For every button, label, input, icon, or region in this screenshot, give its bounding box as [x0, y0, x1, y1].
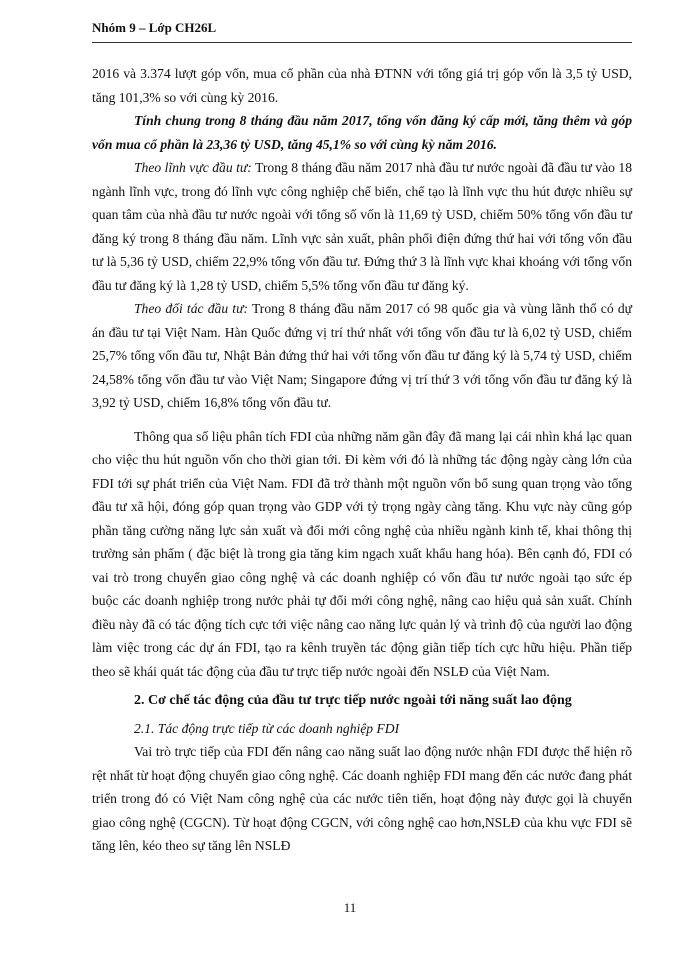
partner-lead: Theo đối tác đầu tư: [134, 301, 249, 316]
sector-lead: Theo lĩnh vực đầu tư: [134, 160, 252, 175]
section-heading: 2. Cơ chế tác động của đầu tư trực tiếp nước ngoài tới năng suất lao động [134, 693, 572, 708]
paragraph-analysis: Thông qua số liệu phân tích FDI của những năm gần đây đã mang lại cái nhìn khá lạc quan cho việc thu hút nguồn vốn cho thời gian tới. Đi kèm với đó là những tác động ngày càng lớn của FDI tới sự phát triển của Việt Nam. FDI đã trở thành một nguồn vốn bổ sung quan trọng vào tổng đầu tư xã hội, đóng góp quan trọng vào GDP với tỷ trọng ngày càng tăng. Khu vực này cũng góp phần tăng cường năng lực sản xuất và đổi mới công nghệ của nhiều ngành kinh tế, khai thông thị trường sản phẩm ( đặc biệt là trong gia tăng kim ngạch xuất khẩu hang hóa). Bên cạnh đó, FDI có vai trò trong chuyển giao công nghệ và các doanh nghiệp có vốn đầu tư nước ngoài tạo sức ép buộc các doanh nghiệp trong nước phải tự đổi mới công nghệ, nâng cao hiệu quả sản xuất. Chính điều này đã có tác động tích cực tới việc nâng cao năng lực quản lý và trình độ của người lao động làm việc trong các dự án FDI, tạo ra kênh truyền tác động giãn tiếp tích cực hữu hiệu. Phần tiếp theo sẽ khái quát tác động của đầu tư trực tiếp nước ngoài đến NSLĐ của Việt Nam. [92, 428, 632, 679]
document-body [92, 62, 632, 858]
paragraph-summary-bold: Tính chung trong 8 tháng đầu năm 2017, tổng vốn đăng ký cấp mới, tăng thêm và góp vốn mua cổ phần là 23,36 tỷ USD, tăng 45,1% so với cùng kỳ năm 2016. [92, 113, 632, 152]
sector-body: Trong 8 tháng đầu năm 2017 nhà đầu tư nước ngoài đã đầu tư vào 18 ngành lĩnh vực, trong đó lĩnh vực công nghiệp chế biến, chế tạo là lĩnh vực thu hút được nhiều sự quan tâm của nhà đầu tư nước ngoài với tổng số vốn là 11,69 tỷ USD, chiếm 50% tổng vốn đầu tư đăng ký trong 8 tháng đầu năm. Lĩnh vực sản xuất, phân phối điện đứng thứ hai với tổng vốn đầu tư là 5,36 tỷ USD, chiếm 22,9% tổng vốn đầu tư. Đứng thứ 3 là lĩnh vực khai khoáng với tổng vốn đầu tư đăng ký là 1,28 tỷ USD, chiếm 5,5% tổng vốn đầu tư đăng ký. [92, 160, 632, 293]
page-header: Nhóm 9 – Lớp CH26L [92, 20, 632, 43]
paragraph-by-sector [92, 156, 632, 297]
page-number: 11 [343, 900, 357, 915]
paragraph-by-partner [92, 297, 632, 415]
paragraph-intro: 2016 và 3.374 lượt góp vốn, mua cổ phần của nhà ĐTNN với tổng giá trị góp vốn là 3,5 tỷ USD, tăng 101,3% so với cùng kỳ 2016. [92, 66, 632, 105]
partner-body: Trong 8 tháng đầu năm 2017 có 98 quốc gia và vùng lãnh thổ có dự án đầu tư tại Việt Nam. Hàn Quốc đứng vị trí thứ nhất với tổng vốn đầu tư là 6,02 tỷ USD, chiếm 25,7% tổng vốn đầu tư, Nhật Bản đứng thứ hai với tổng vốn đầu tư đăng ký là 5,74 tỷ USD, chiếm 24,58% tổng vốn đầu tư vào Việt Nam; Singapore đứng vị trí thứ 3 với tổng vốn đầu tư đăng ký là 3,92 tỷ USD, chiếm 16,8% tổng vốn đầu tư. [92, 301, 632, 410]
subsection-heading: 2.1. Tác động trực tiếp từ các doanh nghiệp FDI [134, 720, 400, 736]
paragraph-direct-impact: Vai trò trực tiếp của FDI đến nâng cao năng suất lao động nước nhận FDI được thể hiện rõ rệt nhất từ hoạt động chuyển giao công nghệ. Các doanh nghiệp FDI mang đến các nước đang phát triển trong đó có Việt Nam công nghệ của các nước tiên tiến, hoạt động này được gọi là chuyển giao công nghệ (CGCN). Từ hoạt động CGCN, với công nghệ cao hơn,NSLĐ của khu vực FDI sẽ tăng lên, kéo theo sự tăng lên NSLĐ [92, 744, 632, 853]
